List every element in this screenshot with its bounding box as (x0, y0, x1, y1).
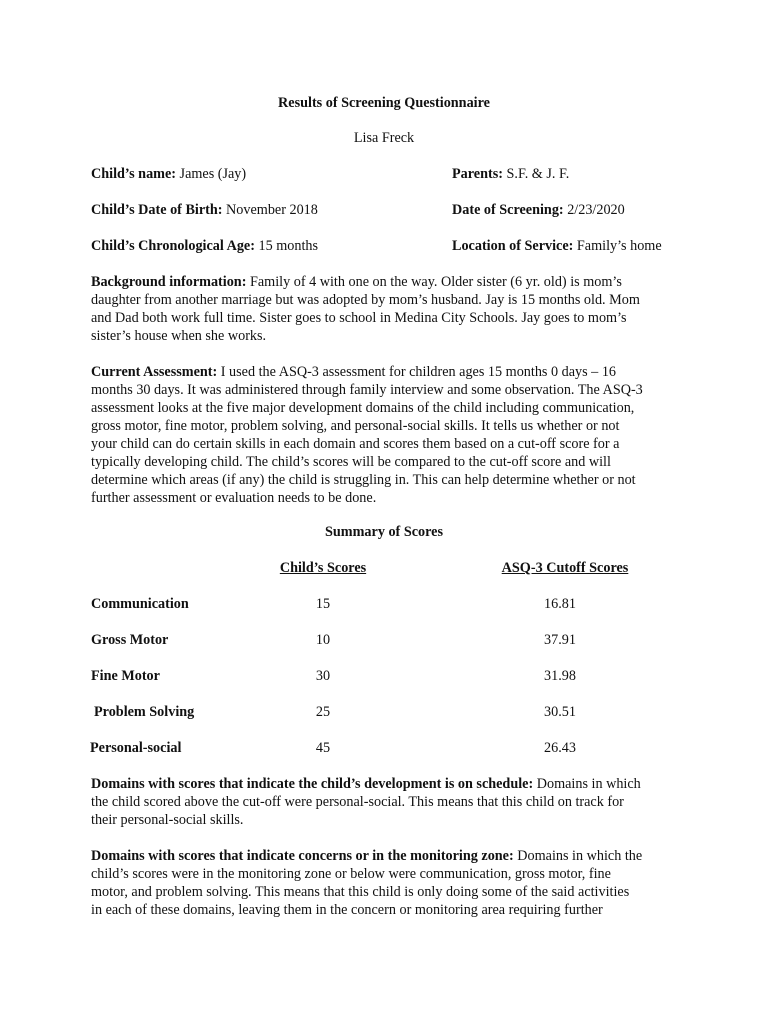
score-domain: Gross Motor (91, 632, 169, 648)
concerns-label: Domains with scores that indicate concerns or in the monitoring zone: (91, 848, 514, 864)
paragraph-line: typically developing child. The child’s scores will be compared to the cut-off score and will (91, 454, 611, 470)
paragraph-line: the child scored above the cut-off were personal-social. This means that this child on track for (91, 794, 624, 810)
summary-title: Summary of Scores (325, 524, 443, 540)
score-domain: Personal-social (90, 740, 182, 756)
paragraph-line: Family of 4 with one on the way. Older sister (6 yr. old) is mom’s (249, 274, 622, 290)
background-paragraph (91, 273, 691, 345)
score-row-gross-motor (0, 631, 768, 649)
paragraph-line: daughter from another marriage but was adopted by mom’s husband. Jay is 15 months old. Mom (91, 292, 640, 308)
paragraph-line: child’s scores were in the monitoring zone or below were communication, gross motor, fine (91, 866, 611, 882)
concerns-paragraph (91, 847, 691, 919)
paragraph-line: assessment looks at the five major development domains of the child including communication, (91, 400, 635, 416)
paragraph-line: in each of these domains, leaving them in the concern or monitoring area requiring further (91, 902, 603, 918)
score-cutoff: 26.43 (544, 740, 576, 756)
score-child: 25 (315, 704, 331, 720)
score-row-fine-motor (0, 667, 768, 685)
background-label: Background information: (91, 274, 247, 290)
field-label: Location of Service: (452, 238, 574, 254)
field-date-of-birth (91, 201, 318, 219)
paragraph-line: and Dad both work full time. Sister goes to school in Medina City Schools. Jay goes to mom’s (91, 310, 627, 326)
paragraph-line: their personal-social skills. (91, 812, 244, 828)
paragraph-line: months 30 days. It was administered through family interview and some observation. The ASQ-3 (91, 382, 643, 398)
field-value: James (Jay) (179, 166, 247, 182)
field-label: Child’s Date of Birth: (91, 202, 223, 218)
field-childs-name (91, 165, 246, 183)
on-schedule-label: Domains with scores that indicate the child’s development is on schedule: (91, 776, 534, 792)
score-row-communication (0, 595, 768, 613)
field-parents (452, 165, 569, 183)
score-child: 15 (315, 596, 331, 612)
paragraph-line: motor, and problem solving. This means that this child is only doing some of the said activities (91, 884, 630, 900)
col-header-child-scores: Child’s Scores (279, 560, 367, 576)
score-row-problem-solving (0, 703, 768, 721)
score-cutoff: 37.91 (544, 632, 576, 648)
current-assessment-paragraph (91, 363, 691, 507)
paragraph-line: sister’s house when she works. (91, 328, 267, 344)
on-schedule-paragraph (91, 775, 691, 829)
field-chronological-age (91, 237, 318, 255)
document-title: Results of Screening Questionnaire (278, 95, 490, 111)
score-domain: Problem Solving (94, 704, 195, 720)
field-value: S.F. & J. F. (506, 166, 570, 182)
score-cutoff: 16.81 (544, 596, 576, 612)
score-cutoff: 31.98 (544, 668, 576, 684)
score-child: 30 (315, 668, 331, 684)
score-row-personal-social (0, 739, 768, 757)
paragraph-line: determine which areas (if any) the child is struggling in. This can help determine whether or not (91, 472, 636, 488)
paragraph-line: further assessment or evaluation needs to be done. (91, 490, 377, 506)
field-label: Child’s name: (91, 166, 176, 182)
score-child: 45 (315, 740, 331, 756)
score-child: 10 (315, 632, 331, 648)
field-value: November 2018 (226, 202, 318, 218)
field-value: 15 months (258, 238, 319, 254)
paragraph-line: gross motor, fine motor, problem solving, and personal-social skills. It tells us whether or not (91, 418, 620, 434)
paragraph-line: your child can do certain skills in each domain and scores them based on a cut-off score for a (91, 436, 620, 452)
paragraph-line: I used the ASQ-3 assessment for children ages 15 months 0 days – 16 (220, 364, 617, 380)
field-label: Date of Screening: (452, 202, 564, 218)
col-header-cutoff-scores: ASQ-3 Cutoff Scores (501, 560, 629, 576)
field-value: Family’s home (576, 238, 662, 254)
current-assessment-label: Current Assessment: (91, 364, 218, 380)
field-label: Parents: (452, 166, 503, 182)
paragraph-line: Domains in which (536, 776, 641, 792)
field-label: Child’s Chronological Age: (91, 238, 255, 254)
field-location-of-service (452, 237, 662, 255)
score-cutoff: 30.51 (544, 704, 576, 720)
paragraph-line: Domains in which the (517, 848, 643, 864)
field-date-of-screening (452, 201, 625, 219)
field-value: 2/23/2020 (567, 202, 625, 218)
score-domain: Communication (91, 596, 189, 612)
document-author: Lisa Freck (353, 130, 415, 146)
score-domain: Fine Motor (91, 668, 160, 684)
